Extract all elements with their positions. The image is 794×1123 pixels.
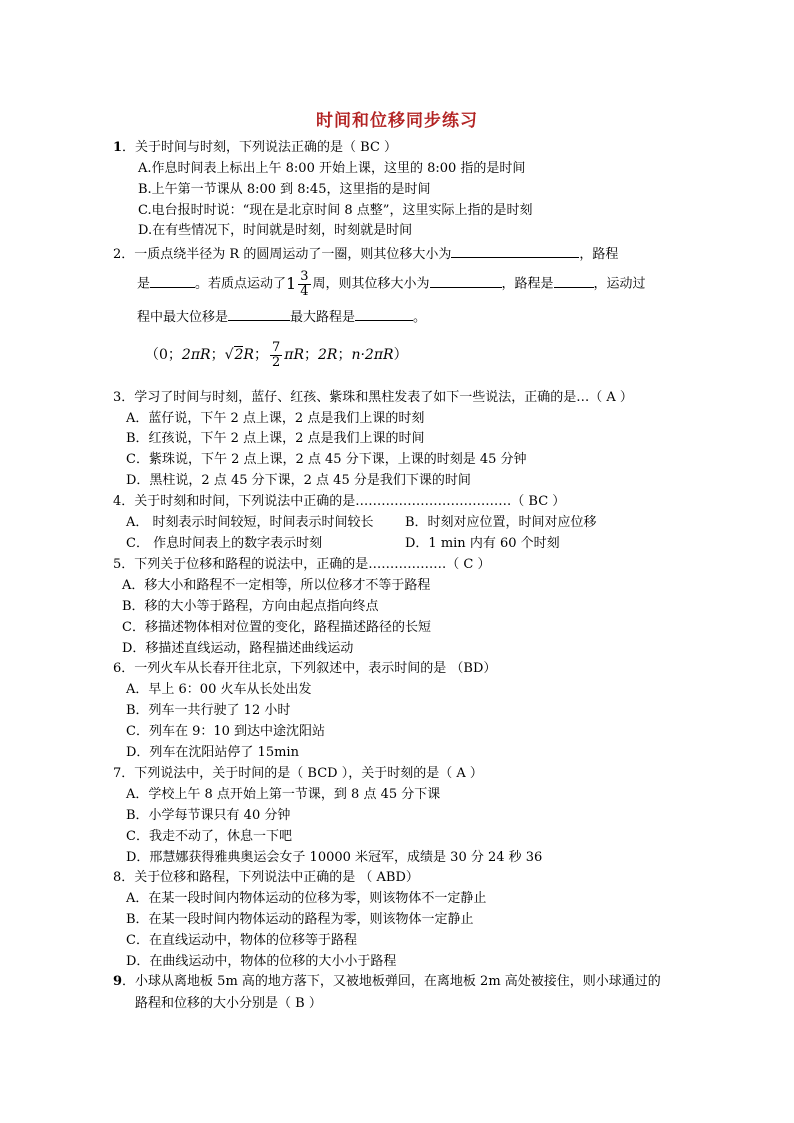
question-6-option-a: A．早上 6：00 火车从长处出发: [126, 682, 312, 697]
question-7-option-c: C．我走不动了，休息一下吧: [126, 829, 292, 844]
answer-blank-5: [228, 306, 290, 321]
question-3-option-d: D．黑柱说，2 点 45 分下课，2 点 45 分是我们下课的时间: [126, 473, 471, 488]
question-4-option-a: A． 时刻表示时间较短，时间表示时间较长: [126, 515, 374, 530]
question-8-option-b: B．在某一段时间内物体运动的路程为零，则该物体一定静止: [126, 912, 474, 927]
question-4-option-b: B．时刻对应位置，时间对应位移: [405, 515, 597, 530]
answer-2R: 2R: [318, 347, 338, 363]
answer-fraction: [270, 341, 282, 370]
answer-blank-2: [150, 273, 195, 288]
answer-blank-3: [430, 273, 502, 288]
answer-piR: πR: [284, 347, 304, 363]
fraction-denominator: 4: [300, 283, 309, 299]
question-3-option-a: A．蓝仔说，下午 2 点上课，2 点是我们上课的时刻: [126, 411, 425, 426]
question-4-option-c: C． 作息时间表上的数字表示时刻: [126, 536, 323, 551]
question-2-text-3: 是: [137, 276, 151, 292]
question-9-number: 9: [113, 974, 123, 989]
answer-blank-4: [554, 273, 594, 288]
question-2-line-2: [137, 266, 646, 302]
answer-open: （0；: [145, 347, 182, 363]
question-1-option-c: C.电台报时时说：“现在是北京时间 8 点整”，这里实际上指的是时刻: [138, 203, 533, 218]
question-8-option-c: C．在直线运动中，物体的位移等于路程: [126, 933, 357, 948]
question-2-text-8: 程中最大位移是: [137, 310, 229, 325]
question-2-text-6: ，路程是: [501, 276, 554, 292]
worksheet-title: 时间和位移同步练习: [316, 111, 478, 131]
question-6-stem: 6．一列火车从长春开往北京，下列叙述中，表示时间的是 （BD）: [113, 661, 497, 676]
answer-2piR: 2πR: [181, 347, 211, 363]
question-1-number: 1: [113, 140, 123, 155]
question-7-option-a: A．学校上午 8 点开始上第一节课，到 8 点 45 分下课: [126, 787, 441, 802]
question-2-line-3: [137, 306, 426, 328]
question-2-text-4: 。若质点运动了: [195, 276, 287, 292]
answer-sqrt-2R: √2: [224, 347, 244, 363]
question-8-stem: 8．关于位移和路程，下列说法中正确的是 （ ABD）: [113, 870, 419, 885]
question-2-line-1: [113, 243, 618, 265]
question-6-option-b: B．列车一共行驶了 12 小时: [126, 703, 291, 718]
answer-sep-1: ；: [210, 347, 225, 363]
question-1-text: ．关于时间与时刻，下列说法正确的是（ BC ）: [122, 140, 398, 155]
question-2-text-9: 最大路程是: [290, 310, 356, 325]
fraction-numerator: 3: [300, 268, 309, 284]
answer-sep-3: ；: [304, 347, 318, 363]
question-2-text-2: ，路程: [579, 247, 619, 262]
answer-close: ）: [393, 347, 408, 363]
question-5-option-c: C．移描述物体相对位置的变化，路程描述路径的长短: [122, 620, 431, 635]
question-3-stem: 3．学习了时间与时刻，蓝仔、红孩、紫珠和黑柱发表了如下一些说法，正确的是…（ A ）: [113, 390, 633, 405]
question-1-option-a: A.作息时间表上标出上午 8:00 开始上课，这里的 8:00 指的是时间: [138, 161, 526, 176]
question-9-line-2: 路程和位移的大小分别是（ B ）: [135, 996, 322, 1011]
question-2-text-7: ，运动过: [593, 276, 646, 292]
question-8-option-d: D．在曲线运动中，物体的位移的大小小于路程: [126, 954, 397, 969]
mixed-number-integer: 1: [286, 274, 297, 293]
question-6-option-c: C．列车在 9：10 到达中途沈阳站: [126, 724, 326, 739]
question-2-text-5: 周，则其位移大小为: [312, 276, 430, 292]
answer-sep-4: ；: [337, 347, 352, 363]
question-7-stem: 7．下列说法中，关于时间的是（ BCD ），关于时刻的是（ A ）: [113, 766, 483, 781]
question-7-option-d: D．邢慧娜获得雅典奥运会女子 10000 米冠军，成绩是 30 分 24 秒 36: [126, 850, 543, 865]
question-2-answer: [145, 336, 408, 374]
answer-fraction-denominator: 2: [271, 354, 281, 370]
question-5-option-d: D．移描述直线运动，路程描述曲线运动: [122, 641, 354, 656]
question-1-option-b: B.上午第一节课从 8:00 到 8:45，这里指的是时间: [138, 182, 431, 197]
answer-n2piR: n·2πR: [351, 347, 394, 363]
question-9-text: ．小球从离地板 5m 高的地方落下，又被地板弹回，在离地板 2m 高处被接住，则小球通过的: [122, 974, 661, 989]
question-5-stem: 5．下列关于位移和路程的说法中，正确的是………………（ C ）: [113, 557, 491, 572]
question-2-text-1: 2．一质点绕半径为 R 的圆周运动了一圈，则其位移大小为: [113, 247, 452, 262]
sqrt-radicand: 2: [234, 347, 244, 363]
question-1-option-d: D.在有些情况下，时间就是时刻，时刻就是时间: [138, 223, 413, 238]
question-4-stem: 4．关于时刻和时间，下列说法中正确的是………………………………（ BC ）: [113, 494, 566, 509]
answer-blank-1: [451, 243, 579, 258]
question-8-option-a: A．在某一段时间内物体运动的位移为零，则该物体不一定静止: [126, 891, 487, 906]
answer-sep-2: ；: [253, 347, 268, 363]
mixed-number-fraction: [298, 270, 310, 299]
answer-blank-6: [355, 306, 413, 321]
question-5-option-b: B．移的大小等于路程，方向由起点指向终点: [122, 599, 379, 614]
question-6-option-d: D．列车在沈阳站停了 15min: [126, 745, 299, 760]
question-9-stem: [113, 972, 661, 992]
question-2-text-10: 。: [413, 310, 427, 325]
question-1-stem: [113, 138, 397, 158]
question-5-option-a: A．移大小和路程不一定相等，所以位移才不等于路程: [122, 578, 431, 593]
question-7-option-b: B．小学每节课只有 40 分钟: [126, 808, 291, 823]
question-4-option-d: D．1 min 内有 60 个时刻: [405, 536, 560, 551]
answer-fraction-numerator: 7: [271, 339, 281, 355]
question-3-option-b: B．红孩说，下午 2 点上课，2 点是我们上课的时间: [126, 431, 425, 446]
answer-R: R: [243, 347, 254, 363]
question-3-option-c: C．紫珠说，下午 2 点上课，2 点 45 分下课，上课的时刻是 45 分钟: [126, 452, 527, 467]
